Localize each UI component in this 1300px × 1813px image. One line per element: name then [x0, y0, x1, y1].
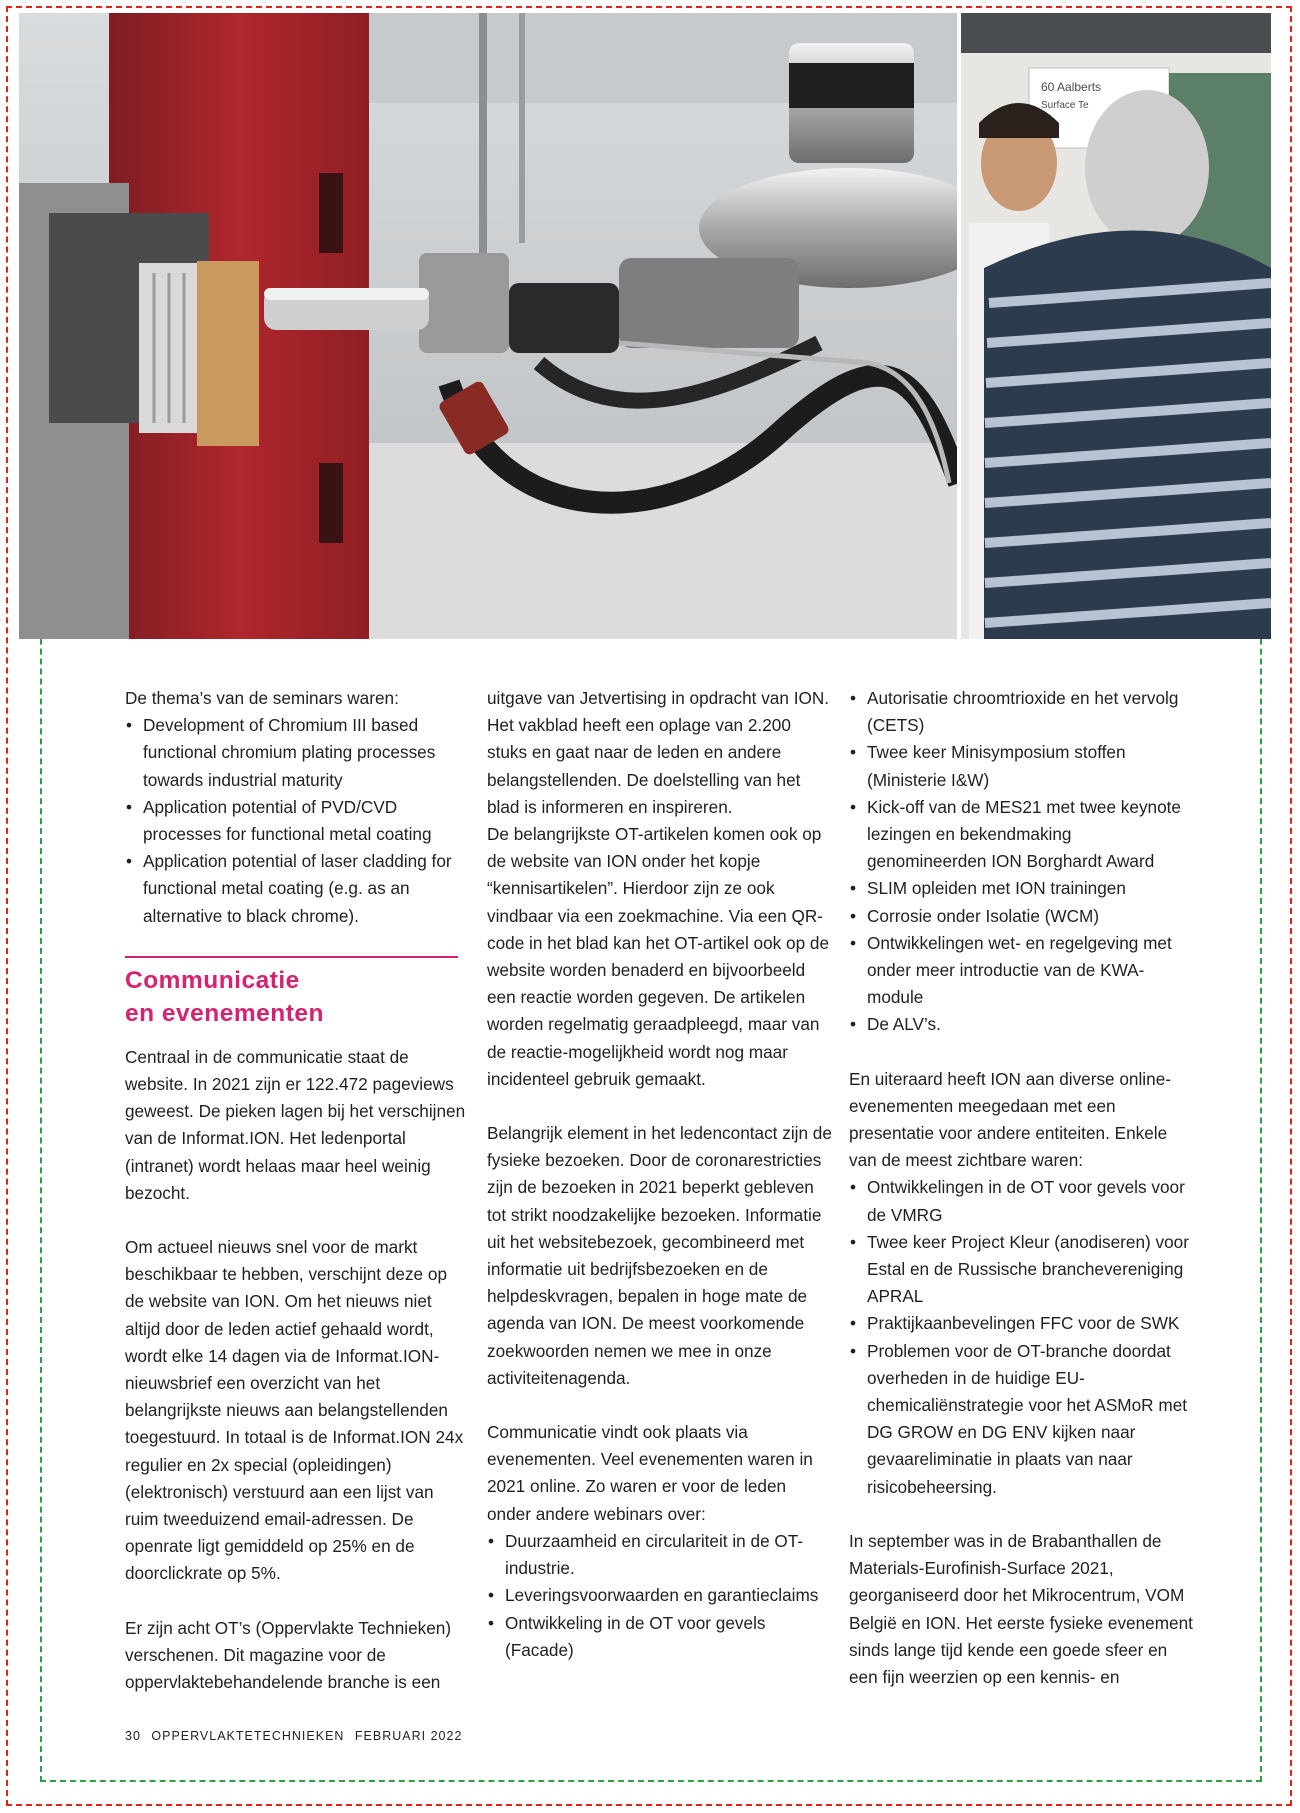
list-item: • Leveringsvoorwaarden en garantieclaims: [487, 1582, 832, 1609]
list-item: • Kick-off van de MES21 met twee keynote lezingen en bekendmaking genomineerden ION Borghardt Award: [849, 794, 1194, 876]
list-item: • Ontwikkelingen in de OT voor gevels voor de VMRG: [849, 1174, 1194, 1228]
paragraph: uitgave van Jetvertising in opdracht van ION. Het vakblad heeft een oplage van 2.200 stuks en gaat naar de leden en andere belangstellenden. De doelstelling van het blad is informeren en inspireren.: [487, 688, 830, 817]
page-number: 30: [125, 1729, 141, 1743]
paragraph: Er zijn acht OT’s (Oppervlakte Technieken) verschenen. Dit magazine voor de oppervlaktebehandelende branche is een: [125, 1617, 452, 1693]
paragraph: Belangrijk element in het ledencontact zijn de fysieke bezoeken. Door de coronarestricties zijn de bezoeken in 2021 beperkt gebleven tot strikt noodzakelijke bezoeken. Informatie uit het websitebezoek, gecombineerd met informatie uit bedrijfsbezoeken en de helpdeskvragen, bepalen in hoge mate de agenda van ION. De meest voorkomende zoekwoorden nemen we mee in onze activiteitenagenda.: [487, 1123, 832, 1388]
issue-date: FEBRUARI 2022: [354, 1729, 463, 1743]
webinars-list-continued: [849, 685, 1194, 1039]
paragraph: Communicatie vindt ook plaats via evenementen. Veel evenementen waren in 2021 online. Zo waren er voor de leden onder andere webinars over:: [487, 1422, 813, 1524]
column-2: [487, 685, 832, 1664]
section-heading-line-2: en evenementen: [125, 999, 324, 1027]
column-1: [125, 685, 470, 1696]
seminar-themes-list: [125, 712, 470, 930]
paragraph: In september was in de Brabanthallen de Materials-Eurofinish-Surface 2021, georganiseerd door het Mikrocentrum, VOM België en ION. Het eerste fysieke evenement sinds lange tijd kende een goede sfeer en een fijn weerzien op een kennis- en: [849, 1530, 1193, 1687]
paragraph: En uiteraard heeft ION aan diverse online-evenementen meegedaan met een presentatie voor andere entiteiten. Enkele van de meest zichtbare waren:: [849, 1068, 1171, 1171]
hero-photo: [19, 13, 1271, 639]
list-item: • Ontwikkeling in de OT voor gevels (Facade): [487, 1610, 832, 1664]
paragraph: Centraal in de communicatie staat de website. In 2021 zijn er 122.472 pageviews geweest. De pieken lagen bij het verschijnen van de Informat.ION. Het ledenportal (intranet) wordt helaas maar heel weinig bezocht.: [125, 1046, 466, 1203]
column-3: [849, 685, 1194, 1691]
list-item: • Duurzaamheid en circulariteit in de OT-industrie.: [487, 1528, 832, 1582]
list-item: • Ontwikkelingen wet- en regelgeving met onder meer introductie van de KWA-module: [849, 930, 1194, 1012]
list-item: • SLIM opleiden met ION trainingen: [849, 875, 1194, 902]
magazine-name: OPPERVLAKTETECHNIEKEN: [151, 1729, 345, 1743]
paragraph: Om actueel nieuws snel voor de markt beschikbaar te hebben, verschijnt deze op de website van ION. Om het nieuws niet altijd door de leden actief gehaald wordt, wordt elke 14 dagen via de Informat.ION-nieuwsbrief een overzicht van het belangrijkste nieuws aan belangstellenden toegestuurd. In totaal is de Informat.ION 24x regulier en 2x special (opleidingen) (elektronisch) verstuurd aan een lijst van ruim tweeduizend email-adressen. De openrate ligt gemiddeld op 25% en de doorclickrate op 5%.: [125, 1237, 464, 1584]
list-item: • Problemen voor de OT-branche doordat overheden in de huidige EU-chemicaliënstrategie voor het ASMoR met DG GROW en DG ENV kijken naar gevaareliminatie in plaats van naar risicobeheersing.: [849, 1338, 1194, 1501]
list-item: • Corrosie onder Isolatie (WCM): [849, 903, 1194, 930]
paragraph: De belangrijkste OT-artikelen komen ook op de website van ION onder het kopje “kennisartikelen”. Hierdoor zijn ze ook vindbaar via een zoekmachine. Via een QR-code in het blad kan het OT-artikel ook op de website worden benaderd en bijvoorbeeld een reactie worden gegeven. De artikelen worden regelmatig geraadpleegd, maar van de reactie-mogelijkheid wordt nog maar incidenteel gebruik gemaakt.: [487, 824, 830, 1089]
section-rule: [125, 956, 458, 958]
list-item: • Application potential of laser cladding for functional metal coating (e.g. as an alternative to black chrome).: [125, 848, 470, 930]
list-item: • Twee keer Project Kleur (anodiseren) voor Estal en de Russische branchevereniging APRAL: [849, 1229, 1194, 1311]
list-item: • Praktijkaanbevelingen FFC voor de SWK: [849, 1310, 1194, 1337]
thermal-spray-booth-illustration: [19, 13, 1271, 639]
page-footer: [125, 1729, 468, 1743]
webinars-list: [487, 1528, 832, 1664]
copper-block: [197, 261, 259, 446]
list-item: • Twee keer Minisymposium stoffen (Ministerie I&W): [849, 739, 1194, 793]
list-item: • De ALV’s.: [849, 1011, 1194, 1038]
sign-text-2: Surface Te: [1041, 100, 1089, 111]
list-item: • Development of Chromium III based functional chromium plating processes towards industrial maturity: [125, 712, 470, 794]
visitor-head-right: [1085, 90, 1209, 246]
seminars-intro: De thema’s van de seminars waren:: [125, 688, 399, 708]
section-heading: [125, 964, 470, 1030]
list-item: • Application potential of PVD/CVD processes for functional metal coating: [125, 794, 470, 848]
list-item: • Autorisatie chroomtrioxide en het vervolg (CETS): [849, 685, 1194, 739]
sign-text-1: 60 Aalberts: [1041, 80, 1102, 94]
online-events-list: [849, 1174, 1194, 1500]
section-heading-line-1: Communicatie: [125, 966, 300, 994]
